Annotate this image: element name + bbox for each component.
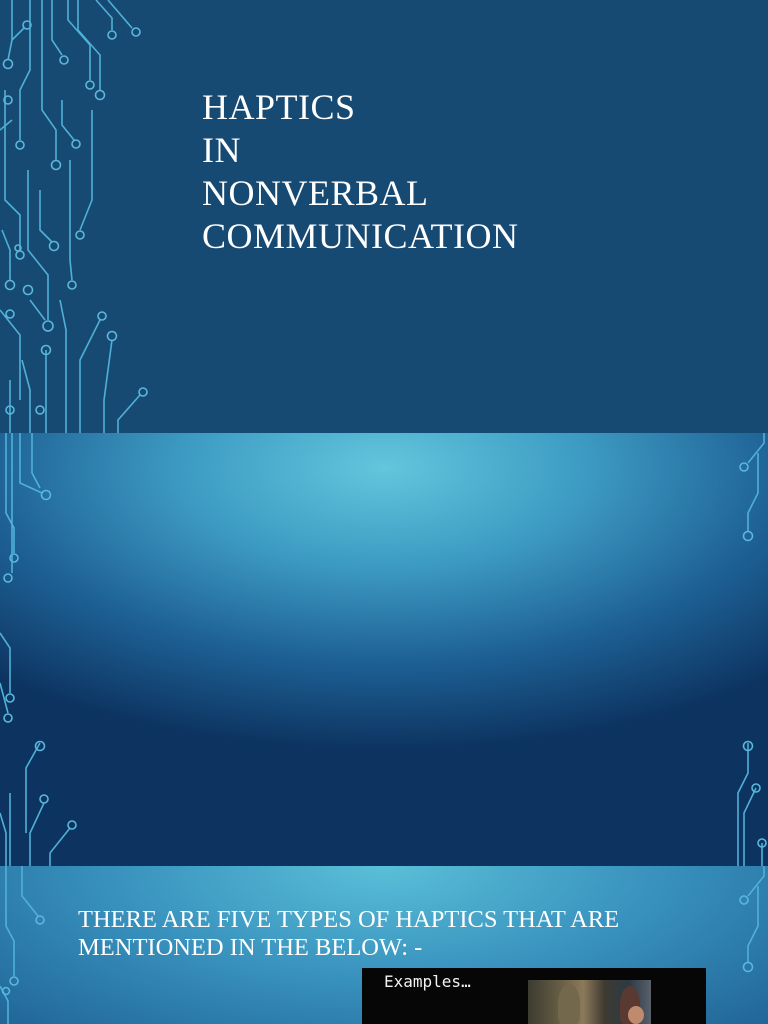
- circuit-decoration-right: [708, 433, 768, 866]
- title-line-1: HAPTICS: [202, 87, 356, 127]
- types-heading: [78, 906, 718, 962]
- title-slide: [0, 0, 768, 433]
- examples-image: [362, 968, 706, 1024]
- circuit-decoration-left: [0, 0, 150, 433]
- examples-label: Examples…: [384, 972, 471, 991]
- title-line-2: IN: [202, 130, 241, 170]
- slide-title: [202, 86, 519, 258]
- title-line-4: COMMUNICATION: [202, 216, 519, 256]
- title-line-3: NONVERBAL: [202, 173, 429, 213]
- example-photo: [528, 980, 651, 1024]
- circuit-decoration-left: [0, 866, 60, 1024]
- types-heading-line-1: THERE ARE FIVE TYPES OF HAPTICS THAT ARE: [78, 906, 620, 933]
- photo-person-soldier: [558, 984, 580, 1024]
- photo-face-child: [628, 1006, 644, 1024]
- haptics-types-slide: [0, 866, 768, 1024]
- haptics-definition-slide: [0, 433, 768, 866]
- circuit-decoration-left: [0, 433, 80, 866]
- types-heading-line-2: MENTIONED IN THE BELOW: -: [78, 934, 423, 961]
